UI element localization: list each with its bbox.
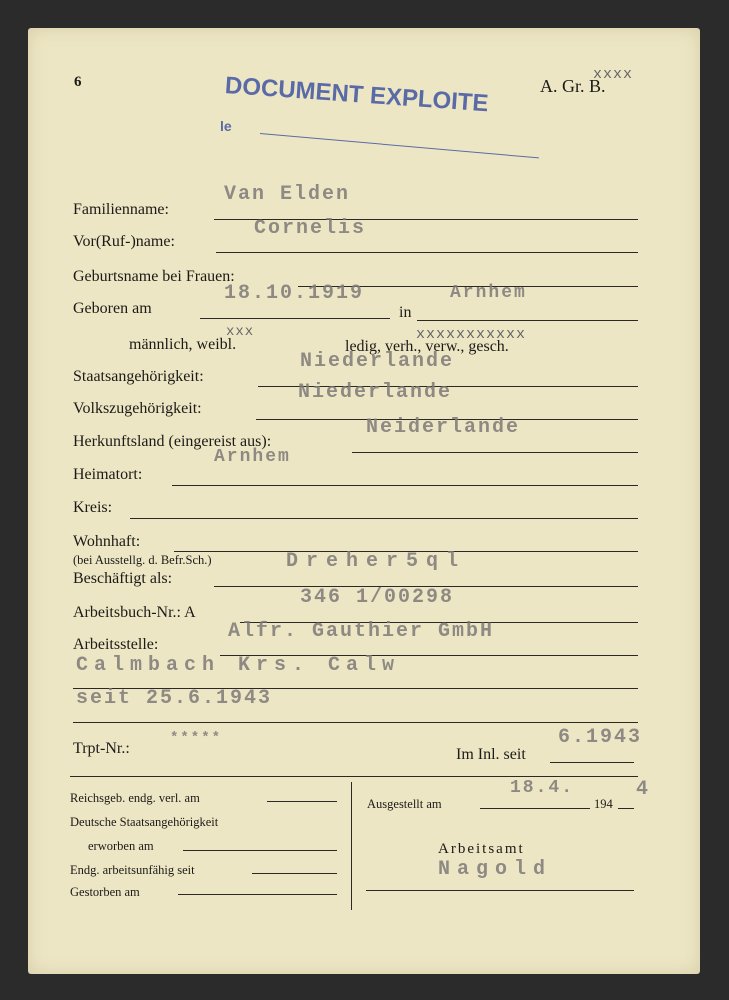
- document-exploite-stamp: DOCUMENT EXPLOITE: [224, 72, 490, 118]
- arbeitsstelle-label: Arbeitsstelle:: [73, 636, 159, 653]
- arbeitsunfaehig-label: Endg. arbeitsunfähig seit: [70, 863, 195, 877]
- kreis-label: Kreis:: [73, 499, 113, 516]
- geboren-am-value: 18.10.1919: [224, 282, 365, 305]
- geschlecht-strike-marks: xxx: [226, 324, 255, 340]
- familienname-label: Familienname:: [73, 201, 169, 218]
- column-divider: [351, 782, 352, 910]
- staatsangehoerigkeit-value: Niederlande: [300, 350, 455, 373]
- arbeitsstelle-value-3: seit 25.6.1943: [76, 687, 273, 710]
- beschaeftigt-value: Dreher5ql: [286, 550, 467, 573]
- geboren-am-line: [200, 318, 390, 319]
- arbeitsbuch-value: 346 1/00298: [300, 586, 455, 609]
- heimatort-line: [172, 485, 638, 486]
- geboren-in-value: Arnhem: [450, 283, 527, 303]
- category-strike-marks: xxxx: [593, 66, 634, 83]
- stamp-date-line: [260, 133, 539, 158]
- trpt-value: *****: [170, 730, 223, 746]
- herkunftsland-label: Herkunftsland (eingereist aus):: [73, 433, 272, 450]
- geboren-am-label: Geboren am: [73, 300, 152, 317]
- wohnhaft-label: Wohnhaft:: [73, 533, 141, 550]
- gestorben-line: [178, 894, 337, 895]
- erworben-am-line: [183, 850, 337, 851]
- arbeitsstelle-line-3: [73, 722, 638, 723]
- im-inl-seit-line: [550, 762, 634, 763]
- vorname-value: Cornelis: [254, 217, 367, 240]
- geboren-in-label: in: [399, 304, 412, 321]
- kreis-line: [130, 518, 638, 519]
- ausgestellt-value: 18.4.: [510, 778, 575, 798]
- wohnhaft-note: (bei Ausstellg. d. Befr.Sch.): [73, 553, 212, 567]
- page-number: 6: [74, 74, 82, 90]
- year-prefix: 194: [594, 797, 613, 811]
- reichsgeb-label: Reichsgeb. endg. verl. am: [70, 791, 200, 805]
- arbeitsamt-ort-value: Nagold: [438, 858, 553, 881]
- deutsche-staatsangehoerigkeit-label: Deutsche Staatsangehörigkeit: [70, 815, 219, 829]
- erworben-am-label: erworben am: [88, 839, 154, 853]
- year-line: [618, 808, 634, 809]
- category-label: A. Gr. B.: [540, 76, 606, 96]
- im-inl-seit-label: Im Inl. seit: [456, 746, 526, 763]
- geboren-in-line: [417, 320, 638, 321]
- stamp-date-prefix: le: [220, 118, 232, 134]
- arbeitsbuch-label: Arbeitsbuch-Nr.: A: [73, 604, 196, 621]
- registration-card: [28, 28, 700, 974]
- geschlecht-label: männlich, weibl.: [129, 336, 237, 353]
- heimatort-label: Heimatort:: [73, 466, 143, 483]
- arbeitsunfaehig-line: [252, 873, 337, 874]
- arbeitsamt-label: Arbeitsamt: [438, 841, 525, 857]
- arbeitsstelle-value-2: Calmbach Krs. Calw: [76, 654, 401, 677]
- arbeitsamt-line: [366, 890, 634, 891]
- vorname-line: [216, 252, 638, 253]
- geburtsname-label: Geburtsname bei Frauen:: [73, 268, 235, 285]
- ausgestellt-line: [480, 808, 590, 809]
- familienstand-label: ledig, verh., verw., gesch.: [345, 338, 509, 355]
- year-suffix-value: 4: [636, 778, 651, 801]
- herkunftsland-line: [352, 452, 638, 453]
- vorname-label: Vor(Ruf-)name:: [73, 233, 175, 250]
- gestorben-label: Gestorben am: [70, 885, 140, 899]
- familienstand-strike-marks: xxxxxxxxxxx: [416, 326, 527, 343]
- volkszugehoerigkeit-value: Niederlande: [298, 381, 453, 404]
- trpt-label: Trpt-Nr.:: [73, 740, 130, 757]
- herkunftsland-value: Neiderlande: [366, 416, 521, 439]
- beschaeftigt-label: Beschäftigt als:: [73, 570, 173, 587]
- staatsangehoerigkeit-label: Staatsangehörigkeit:: [73, 368, 204, 385]
- reichsgeb-line: [267, 801, 337, 802]
- volkszugehoerigkeit-label: Volkszugehörigkeit:: [73, 400, 202, 417]
- familienname-value: Van Elden: [224, 183, 351, 206]
- section-separator: [70, 776, 638, 777]
- arbeitsstelle-value-1: Alfr. Gauthier GmbH: [228, 620, 495, 643]
- heimatort-value: Arnhem: [214, 447, 291, 467]
- im-inl-seit-value: 6.1943: [558, 726, 643, 749]
- ausgestellt-label: Ausgestellt am: [367, 797, 442, 811]
